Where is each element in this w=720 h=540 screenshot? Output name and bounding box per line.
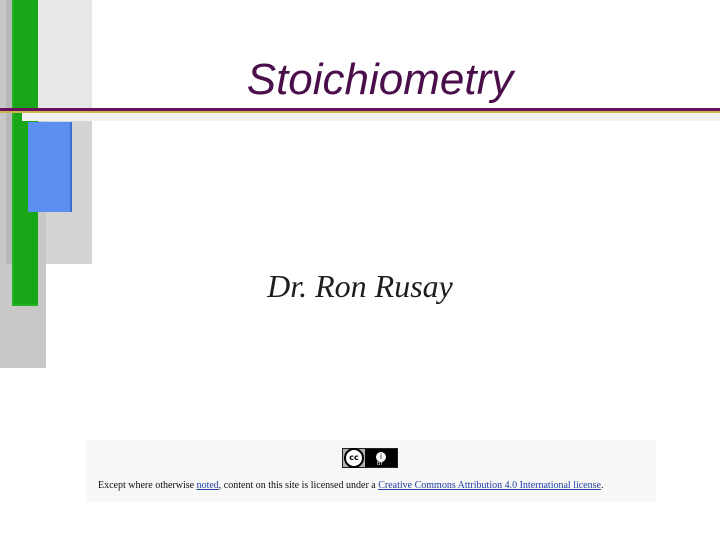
left-bar-light bbox=[38, 0, 92, 120]
license-text bbox=[98, 480, 658, 491]
license-text-part-1: Except where otherwise bbox=[98, 480, 197, 491]
noted-link[interactable]: noted bbox=[196, 480, 219, 491]
slide-subtitle: Dr. Ron Rusay bbox=[267, 268, 453, 304]
by-block bbox=[365, 449, 397, 467]
license-text-part-3: . bbox=[600, 480, 604, 491]
by-label: BY bbox=[377, 461, 384, 467]
title-rule-light bbox=[22, 113, 720, 121]
attribution-icon: i bbox=[375, 451, 387, 463]
slide-title: Stoichiometry bbox=[246, 55, 514, 104]
title-rule-shadow bbox=[0, 111, 720, 113]
left-bar-blue-edge bbox=[70, 122, 72, 212]
cc-by-badge[interactable] bbox=[342, 448, 398, 468]
license-text-part-2: , content on this site is licensed under a bbox=[218, 480, 379, 491]
left-bar-blue bbox=[28, 122, 70, 212]
cc-icon: cc bbox=[344, 448, 364, 468]
creative-commons-license-link[interactable]: Creative Commons Attribution 4.0 International license bbox=[378, 480, 601, 491]
